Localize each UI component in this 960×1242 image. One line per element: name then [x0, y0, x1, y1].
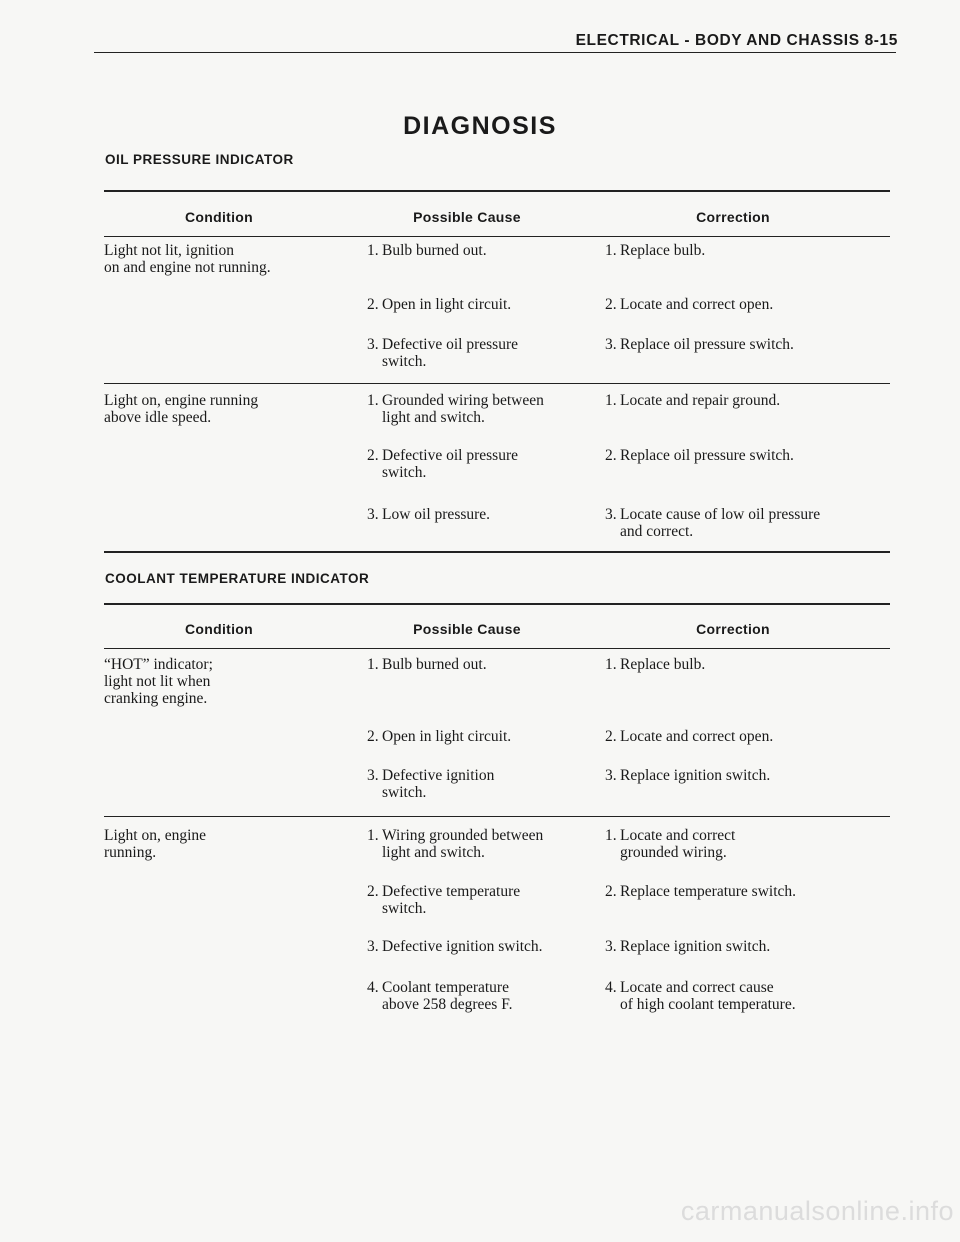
cause-item: 3. Defective ignition switch. — [367, 767, 495, 801]
correction-item: 1. Replace bulb. — [605, 656, 706, 673]
correction-text: Locate and correct open. — [620, 728, 774, 745]
condition-cell: “HOT” indicator; light not lit when cranking engine. — [104, 656, 213, 707]
cause-item: 2. Open in light circuit. — [367, 728, 512, 745]
column-header-rule — [104, 236, 890, 237]
correction-text: Replace temperature switch. — [620, 883, 797, 900]
correction-text: Locate and correct cause of high coolant temperature. — [620, 979, 796, 1013]
group-divider-rule — [104, 383, 890, 384]
correction-text: Locate and repair ground. — [620, 392, 781, 409]
correction-text: Replace ignition switch. — [620, 938, 771, 955]
correction-item: 3. Replace ignition switch. — [605, 938, 771, 955]
cause-text: Open in light circuit. — [382, 296, 512, 313]
cause-item: 4. Coolant temperature above 258 degrees F. — [367, 979, 513, 1013]
cause-text: Bulb burned out. — [382, 242, 487, 259]
column-header-correction: Correction — [696, 621, 770, 637]
condition-cell: Light on, engine running. — [104, 827, 207, 861]
running-head: ELECTRICAL - BODY AND CHASSIS 8-15 — [575, 32, 898, 49]
cause-item: 2. Open in light circuit. — [367, 296, 512, 313]
cause-text: Low oil pressure. — [382, 506, 491, 523]
cause-item: 3. Low oil pressure. — [367, 506, 491, 523]
condition-cell: Light not lit, ignition on and engine not running. — [104, 242, 271, 276]
table-bottom-rule — [104, 551, 890, 553]
column-header-condition: Condition — [184, 621, 253, 637]
cause-text: Defective oil pressure switch. — [382, 447, 518, 481]
cause-item: 1. Grounded wiring between light and switch. — [367, 392, 544, 426]
cause-text: Defective ignition switch. — [382, 767, 495, 801]
cause-item: 3. Defective oil pressure switch. — [367, 336, 518, 370]
correction-item: 3. Replace oil pressure switch. — [605, 336, 794, 353]
cause-item: 2. Defective temperature switch. — [367, 883, 521, 917]
correction-text: Replace ignition switch. — [620, 767, 771, 784]
correction-item: 2. Replace temperature switch. — [605, 883, 797, 900]
section-title-coolant-temperature: COOLANT TEMPERATURE INDICATOR — [105, 571, 370, 586]
column-header-correction: Correction — [696, 209, 770, 225]
group-divider-rule — [104, 816, 890, 817]
column-header-possible-cause: Possible Cause — [413, 209, 521, 225]
cause-item: 1. Bulb burned out. — [367, 242, 487, 259]
correction-text: Replace bulb. — [620, 656, 706, 673]
condition-cell: Light on, engine running above idle speed. — [104, 392, 259, 426]
column-header-rule — [104, 648, 890, 649]
correction-text: Replace oil pressure switch. — [620, 336, 794, 353]
correction-item: 1. Locate and repair ground. — [605, 392, 781, 409]
cause-text: Bulb burned out. — [382, 656, 487, 673]
correction-item: 4. Locate and correct cause of high coolant temperature. — [605, 979, 796, 1013]
cause-text: Defective oil pressure switch. — [382, 336, 518, 370]
correction-text: Replace oil pressure switch. — [620, 447, 794, 464]
cause-item: 1. Bulb burned out. — [367, 656, 487, 673]
page-title: DIAGNOSIS — [403, 112, 557, 140]
correction-item: 2. Locate and correct open. — [605, 296, 774, 313]
correction-item: 3. Replace ignition switch. — [605, 767, 771, 784]
correction-item: 2. Locate and correct open. — [605, 728, 774, 745]
cause-text: Coolant temperature above 258 degrees F. — [382, 979, 513, 1013]
cause-text: Defective temperature switch. — [382, 883, 521, 917]
header-rule — [94, 52, 896, 53]
correction-item: 1. Locate and correct grounded wiring. — [605, 827, 736, 861]
correction-item: 3. Locate cause of low oil pressure and correct. — [605, 506, 821, 540]
correction-item: 2. Replace oil pressure switch. — [605, 447, 794, 464]
column-header-condition: Condition — [184, 209, 253, 225]
table-top-rule — [104, 190, 890, 192]
section-title-oil-pressure: OIL PRESSURE INDICATOR — [105, 152, 294, 167]
correction-item: 1. Replace bulb. — [605, 242, 706, 259]
cause-text: Defective ignition switch. — [382, 938, 543, 955]
correction-text: Locate cause of low oil pressure and correct. — [620, 506, 821, 540]
column-header-possible-cause: Possible Cause — [413, 621, 521, 637]
cause-item: 1. Wiring grounded between light and switch. — [367, 827, 544, 861]
site-watermark: carmanualsonline.info — [680, 1196, 954, 1226]
cause-text: Wiring grounded between light and switch. — [382, 827, 544, 861]
cause-text: Grounded wiring between light and switch. — [382, 392, 544, 426]
cause-text: Open in light circuit. — [382, 728, 512, 745]
correction-text: Replace bulb. — [620, 242, 706, 259]
correction-text: Locate and correct open. — [620, 296, 774, 313]
cause-item: 3. Defective ignition switch. — [367, 938, 543, 955]
correction-text: Locate and correct grounded wiring. — [620, 827, 736, 861]
table-top-rule — [104, 603, 890, 605]
cause-item: 2. Defective oil pressure switch. — [367, 447, 518, 481]
